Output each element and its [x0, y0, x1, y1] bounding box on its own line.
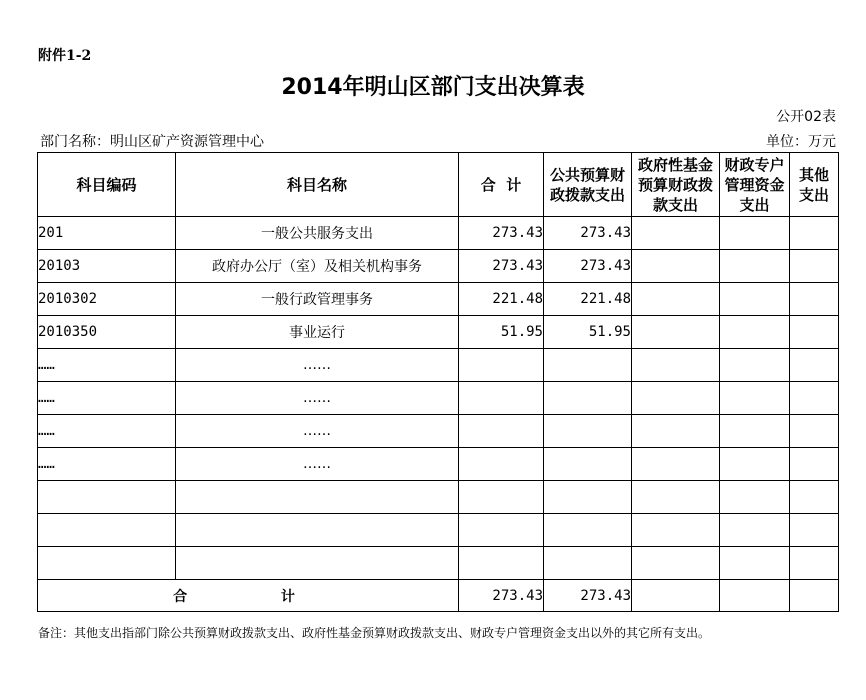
cell-gov-fund — [632, 349, 720, 382]
header-name: 科目名称 — [176, 153, 459, 217]
cell-name: 一般行政管理事务 — [176, 283, 459, 316]
cell-total: 273.43 — [459, 217, 544, 250]
cell-gov-fund — [632, 514, 720, 547]
cell-total — [459, 349, 544, 382]
table-row — [38, 217, 839, 250]
cell-other — [790, 448, 839, 481]
cell-total — [459, 448, 544, 481]
cell-other — [790, 217, 839, 250]
cell-total — [459, 481, 544, 514]
cell-public-budget: 273.43 — [544, 250, 632, 283]
cell-public-budget — [544, 349, 632, 382]
cell-gov-fund — [632, 382, 720, 415]
cell-gov-fund — [632, 415, 720, 448]
cell-special — [720, 448, 790, 481]
total-special — [720, 580, 790, 612]
form-number: 公开02表 — [776, 109, 836, 125]
cell-total — [459, 547, 544, 580]
cell-name — [176, 547, 459, 580]
cell-other — [790, 514, 839, 547]
cell-code: …… — [38, 349, 176, 382]
cell-name: 一般公共服务支出 — [176, 217, 459, 250]
header-public-budget: 公共预算财政拨款支出 — [544, 153, 632, 217]
page-title: 2014年明山区部门支出决算表 — [281, 75, 585, 100]
cell-gov-fund — [632, 250, 720, 283]
cell-special — [720, 316, 790, 349]
cell-code: …… — [38, 415, 176, 448]
cell-other — [790, 349, 839, 382]
cell-code: …… — [38, 382, 176, 415]
cell-other — [790, 283, 839, 316]
cell-gov-fund — [632, 448, 720, 481]
cell-public-budget — [544, 481, 632, 514]
cell-name — [176, 481, 459, 514]
department-name: 部门名称：明山区矿产资源管理中心 — [40, 134, 264, 150]
cell-other — [790, 547, 839, 580]
cell-total — [459, 382, 544, 415]
unit-label: 单位：万元 — [766, 134, 836, 150]
cell-public-budget — [544, 382, 632, 415]
cell-code: 2010350 — [38, 316, 176, 349]
attachment-label: 附件1-2 — [38, 48, 92, 64]
table-row — [38, 382, 839, 415]
cell-other — [790, 481, 839, 514]
total-public-budget: 273.43 — [544, 580, 632, 612]
cell-code — [38, 547, 176, 580]
cell-name: 政府办公厅（室）及相关机构事务 — [176, 250, 459, 283]
table-row — [38, 250, 839, 283]
footnote: 备注：其他支出指部门除公共预算财政拨款支出、政府性基金预算财政拨款支出、财政专户管理资金支出以外的其它所有支出。 — [38, 626, 711, 640]
cell-code — [38, 514, 176, 547]
total-row — [38, 580, 839, 612]
header-other: 其他支出 — [790, 153, 839, 217]
header-code: 科目编码 — [38, 153, 176, 217]
cell-total — [459, 415, 544, 448]
total-gov-fund — [632, 580, 720, 612]
table-row — [38, 448, 839, 481]
header-total: 合 计 — [459, 153, 544, 217]
cell-name: 事业运行 — [176, 316, 459, 349]
cell-total: 273.43 — [459, 250, 544, 283]
header-row — [38, 153, 839, 217]
cell-gov-fund — [632, 217, 720, 250]
cell-other — [790, 415, 839, 448]
total-amount: 273.43 — [459, 580, 544, 612]
cell-public-budget — [544, 547, 632, 580]
cell-name: …… — [176, 448, 459, 481]
cell-name: …… — [176, 349, 459, 382]
cell-public-budget: 273.43 — [544, 217, 632, 250]
cell-public-budget — [544, 448, 632, 481]
cell-code — [38, 481, 176, 514]
cell-special — [720, 514, 790, 547]
total-label: 合 计 — [38, 580, 459, 612]
cell-special — [720, 382, 790, 415]
table-row — [38, 514, 839, 547]
cell-special — [720, 481, 790, 514]
cell-special — [720, 547, 790, 580]
table-row — [38, 481, 839, 514]
cell-public-budget: 221.48 — [544, 283, 632, 316]
cell-total: 221.48 — [459, 283, 544, 316]
cell-gov-fund — [632, 481, 720, 514]
cell-name: …… — [176, 382, 459, 415]
table-row — [38, 283, 839, 316]
cell-special — [720, 415, 790, 448]
cell-special — [720, 283, 790, 316]
total-other — [790, 580, 839, 612]
table-row — [38, 316, 839, 349]
cell-other — [790, 382, 839, 415]
cell-public-budget — [544, 415, 632, 448]
table-row — [38, 415, 839, 448]
cell-total — [459, 514, 544, 547]
cell-special — [720, 349, 790, 382]
cell-special — [720, 217, 790, 250]
cell-code: 20103 — [38, 250, 176, 283]
cell-name — [176, 514, 459, 547]
table-row — [38, 547, 839, 580]
cell-code: 2010302 — [38, 283, 176, 316]
cell-special — [720, 250, 790, 283]
cell-public-budget: 51.95 — [544, 316, 632, 349]
cell-code: 201 — [38, 217, 176, 250]
cell-other — [790, 250, 839, 283]
header-special: 财政专户管理资金支出 — [720, 153, 790, 217]
cell-public-budget — [544, 514, 632, 547]
cell-total: 51.95 — [459, 316, 544, 349]
cell-name: …… — [176, 415, 459, 448]
expenditure-table — [37, 152, 839, 612]
table-row — [38, 349, 839, 382]
cell-code: …… — [38, 448, 176, 481]
cell-gov-fund — [632, 547, 720, 580]
cell-gov-fund — [632, 316, 720, 349]
cell-other — [790, 316, 839, 349]
cell-gov-fund — [632, 283, 720, 316]
header-gov-fund: 政府性基金预算财政拨款支出 — [632, 153, 720, 217]
